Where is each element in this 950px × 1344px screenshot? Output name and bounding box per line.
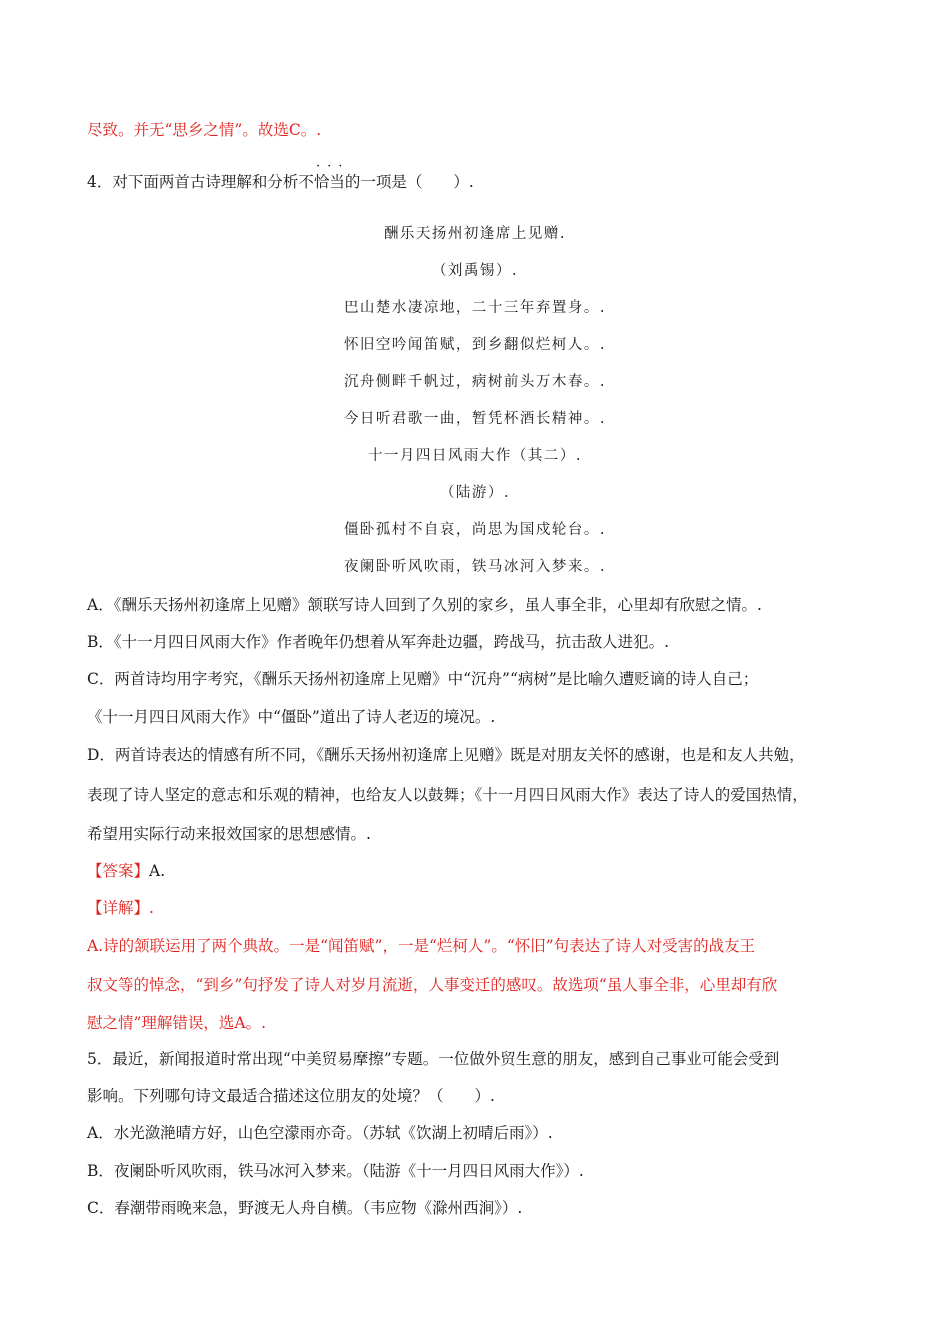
poem2-author: （陆游）. <box>439 485 511 501</box>
answer-line <box>87 860 165 882</box>
emphasis-dots: ··· <box>316 159 350 174</box>
poem2-line: 夜阑卧听风吹雨，铁马冰河入梦来。. <box>343 559 607 575</box>
poem2-title: 十一月四日风雨大作（其二）. <box>367 448 583 464</box>
q4-option-a: A．《酬乐天扬州初逢席上见赠》颔联写诗人回到了久别的家乡，虽人事全非，心里却有欣慰之情。. <box>87 596 762 614</box>
q4-option-d-line3: 希望用实际行动来报效国家的思想感情。. <box>87 825 371 843</box>
detail-line: 慰之情”理解错误，选A。. <box>87 1014 267 1032</box>
poem1-title: 酬乐天扬州初逢席上见赠. <box>383 226 567 242</box>
q5-option-a: A．水光潋滟晴方好，山色空濛雨亦奇。（苏轼《饮湖上初晴后雨》）. <box>87 1124 553 1142</box>
q4-option-d-line2: 表现了诗人坚定的意志和乐观的精神，也给友人以鼓舞；《十一月四日风雨大作》表达了诗人的爱国热情， <box>87 786 808 804</box>
question-5-stem-line2: 影响。下列哪句诗文最适合描述这位朋友的处境？（ ）. <box>87 1087 495 1105</box>
poem1-line: 怀旧空吟闻笛赋，到乡翻似烂柯人。. <box>343 337 607 353</box>
q4-option-c-line1: C．两首诗均用字考究，《酬乐天扬州初逢席上见赠》中“沉舟”“病树”是比喻久遭贬谪的诗人自己； <box>87 670 759 688</box>
q5-option-b: B．夜阑卧听风吹雨，铁马冰河入梦来。（陆游《十一月四日风雨大作》）. <box>87 1162 584 1180</box>
q4-option-c-line2: 《十一月四日风雨大作》中“僵卧”道出了诗人老迈的境况。. <box>87 708 496 726</box>
q4-option-b: B．《十一月四日风雨大作》作者晚年仍想着从军奔赴边疆，跨战马，抗击敌人进犯。. <box>87 633 670 651</box>
poem1-author: （刘禹锡）. <box>431 263 519 279</box>
poem1-line: 今日听君歌一曲，暂凭杯酒长精神。. <box>343 411 607 427</box>
answer-value: A. <box>149 862 166 880</box>
q5-option-c: C．春潮带雨晚来急，野渡无人舟自横。（韦应物《滁州西涧》）. <box>87 1199 523 1217</box>
answer-label: 【答案】 <box>87 862 150 880</box>
poem2-line: 僵卧孤村不自哀，尚思为国戍轮台。. <box>343 522 607 538</box>
poem1-line: 巴山楚水凄凉地，二十三年弃置身。. <box>343 300 607 316</box>
q4-option-d-line1: D．两首诗表达的情感有所不同，《酬乐天扬州初逢席上见赠》既是对朋友关怀的感谢，也是和友人共勉， <box>87 746 805 764</box>
poem1-line: 沉舟侧畔千帆过，病树前头万木春。. <box>343 374 607 390</box>
detail-label: 【详解】. <box>87 899 154 917</box>
previous-explanation-tail: 尽致。并无“思乡之情”。故选C。. <box>87 121 322 139</box>
detail-line: A.诗的颔联运用了两个典故。一是“闻笛赋”，一是“烂柯人”。“怀旧”句表达了诗人对受害的战友王 <box>87 937 756 955</box>
detail-line: 叔文等的悼念，“到乡”句抒发了诗人对岁月流逝，人事变迁的感叹。故选项“虽人事全非，心里却有欣 <box>87 976 778 994</box>
question-4-stem: 4．对下面两首古诗理解和分析不恰当的一项是（ ）. <box>87 173 474 191</box>
question-5-stem-line1: 5．最近，新闻报道时常出现“中美贸易摩擦”专题。一位做外贸生意的朋友，感到自己事业可能会受到 <box>87 1050 780 1068</box>
